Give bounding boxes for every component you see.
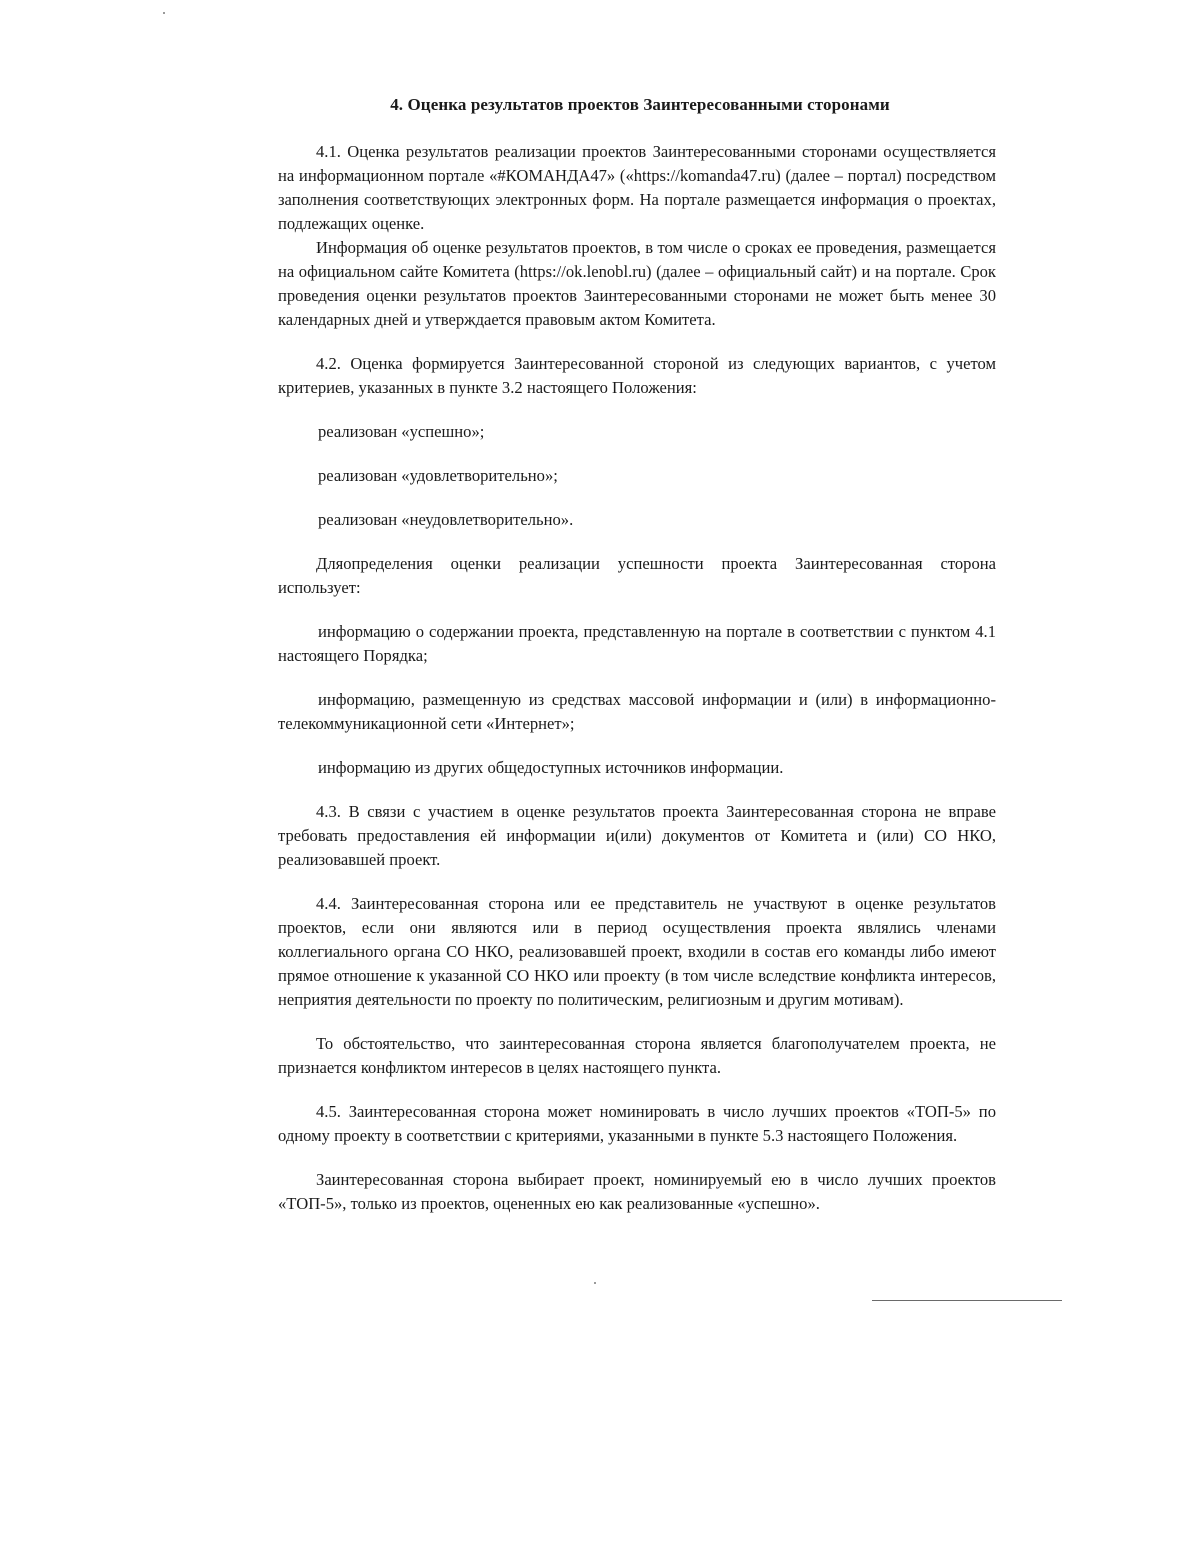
scan-speck	[163, 12, 165, 14]
paragraph-4-4: 4.4. Заинтересованная сторона или ее представитель не участвуют в оценке результатов проектов, если они являются или в период осуществления проекта являлись членами коллегиального органа СО НКО, реализовавшей проект, входили в состав его команды либо имеют прямое отношение к указанной СО НКО или проекту (в том числе вследствие конфликта интересов, неприятия деятельности по проекту по политическим, религиозным и другим мотивам).	[278, 894, 996, 1009]
signature-line	[872, 1300, 1062, 1301]
source-public: информацию из других общедоступных источников информации.	[318, 758, 784, 777]
paragraph-4-1: 4.1. Оценка результатов реализации проектов Заинтересованными сторонами осуществляется на информационном портале «#КОМАНДА47» («https://komanda47.ru) (далее – портал) посредством заполнения соответствующих электронных форм. На портале размещается информация о проектах, подлежащих оценке.	[278, 142, 996, 233]
option-unsatisfactory: реализован «неудовлетворительно».	[318, 510, 574, 529]
paragraph-beneficiary: То обстоятельство, что заинтересованная сторона является благополучателем проекта, не признается конфликтом интересов в целях настоящего пункта.	[278, 1034, 996, 1077]
paragraph-4-2: 4.2. Оценка формируется Заинтересованной стороной из следующих вариантов, с учетом критериев, указанных в пункте 3.2 настоящего Положения:	[278, 354, 996, 397]
source-portal: информацию о содержании проекта, представленную на портале в соответствии с пунктом 4.1 настоящего Порядка;	[278, 622, 996, 665]
paragraph-4-3: 4.3. В связи с участием в оценке результатов проекта Заинтересованная сторона не вправе требовать предоставления ей информации и(или) документов от Комитета и (или) СО НКО, реализовавшей проект.	[278, 802, 996, 869]
paragraph-evaluation-sources: Дляопределения оценки реализации успешности проекта Заинтересованная сторона использует:	[278, 554, 996, 597]
section-heading: 4. Оценка результатов проектов Заинтересованными сторонами	[390, 95, 890, 114]
document-body	[278, 140, 996, 1216]
scan-speck	[594, 1282, 596, 1284]
paragraph-4-5: 4.5. Заинтересованная сторона может номинировать в число лучших проектов «ТОП-5» по одному проекту в соответствии с критериями, указанными в пункте 5.3 настоящего Положения.	[278, 1102, 996, 1145]
paragraph-4-1-info: Информация об оценке результатов проектов, в том числе о сроках ее проведения, размещается на официальном сайте Комитета (https://ok.lenobl.ru) (далее – официальный сайт) и на портале. Срок проведения оценки результатов проектов Заинтересованными сторонами не может быть менее 30 календарных дней и утверждается правовым актом Комитета.	[278, 238, 996, 329]
paragraph-top5-choice: Заинтересованная сторона выбирает проект, номинируемый ею в число лучших проектов «ТОП-5», только из проектов, оцененных ею как реализованные «успешно».	[278, 1170, 996, 1213]
source-media: информацию, размещенную из средствах массовой информации и (или) в информационно-телекоммуникационной сети «Интернет»;	[278, 690, 996, 733]
option-satisfactory: реализован «удовлетворительно»;	[318, 466, 558, 485]
option-success: реализован «успешно»;	[318, 422, 485, 441]
